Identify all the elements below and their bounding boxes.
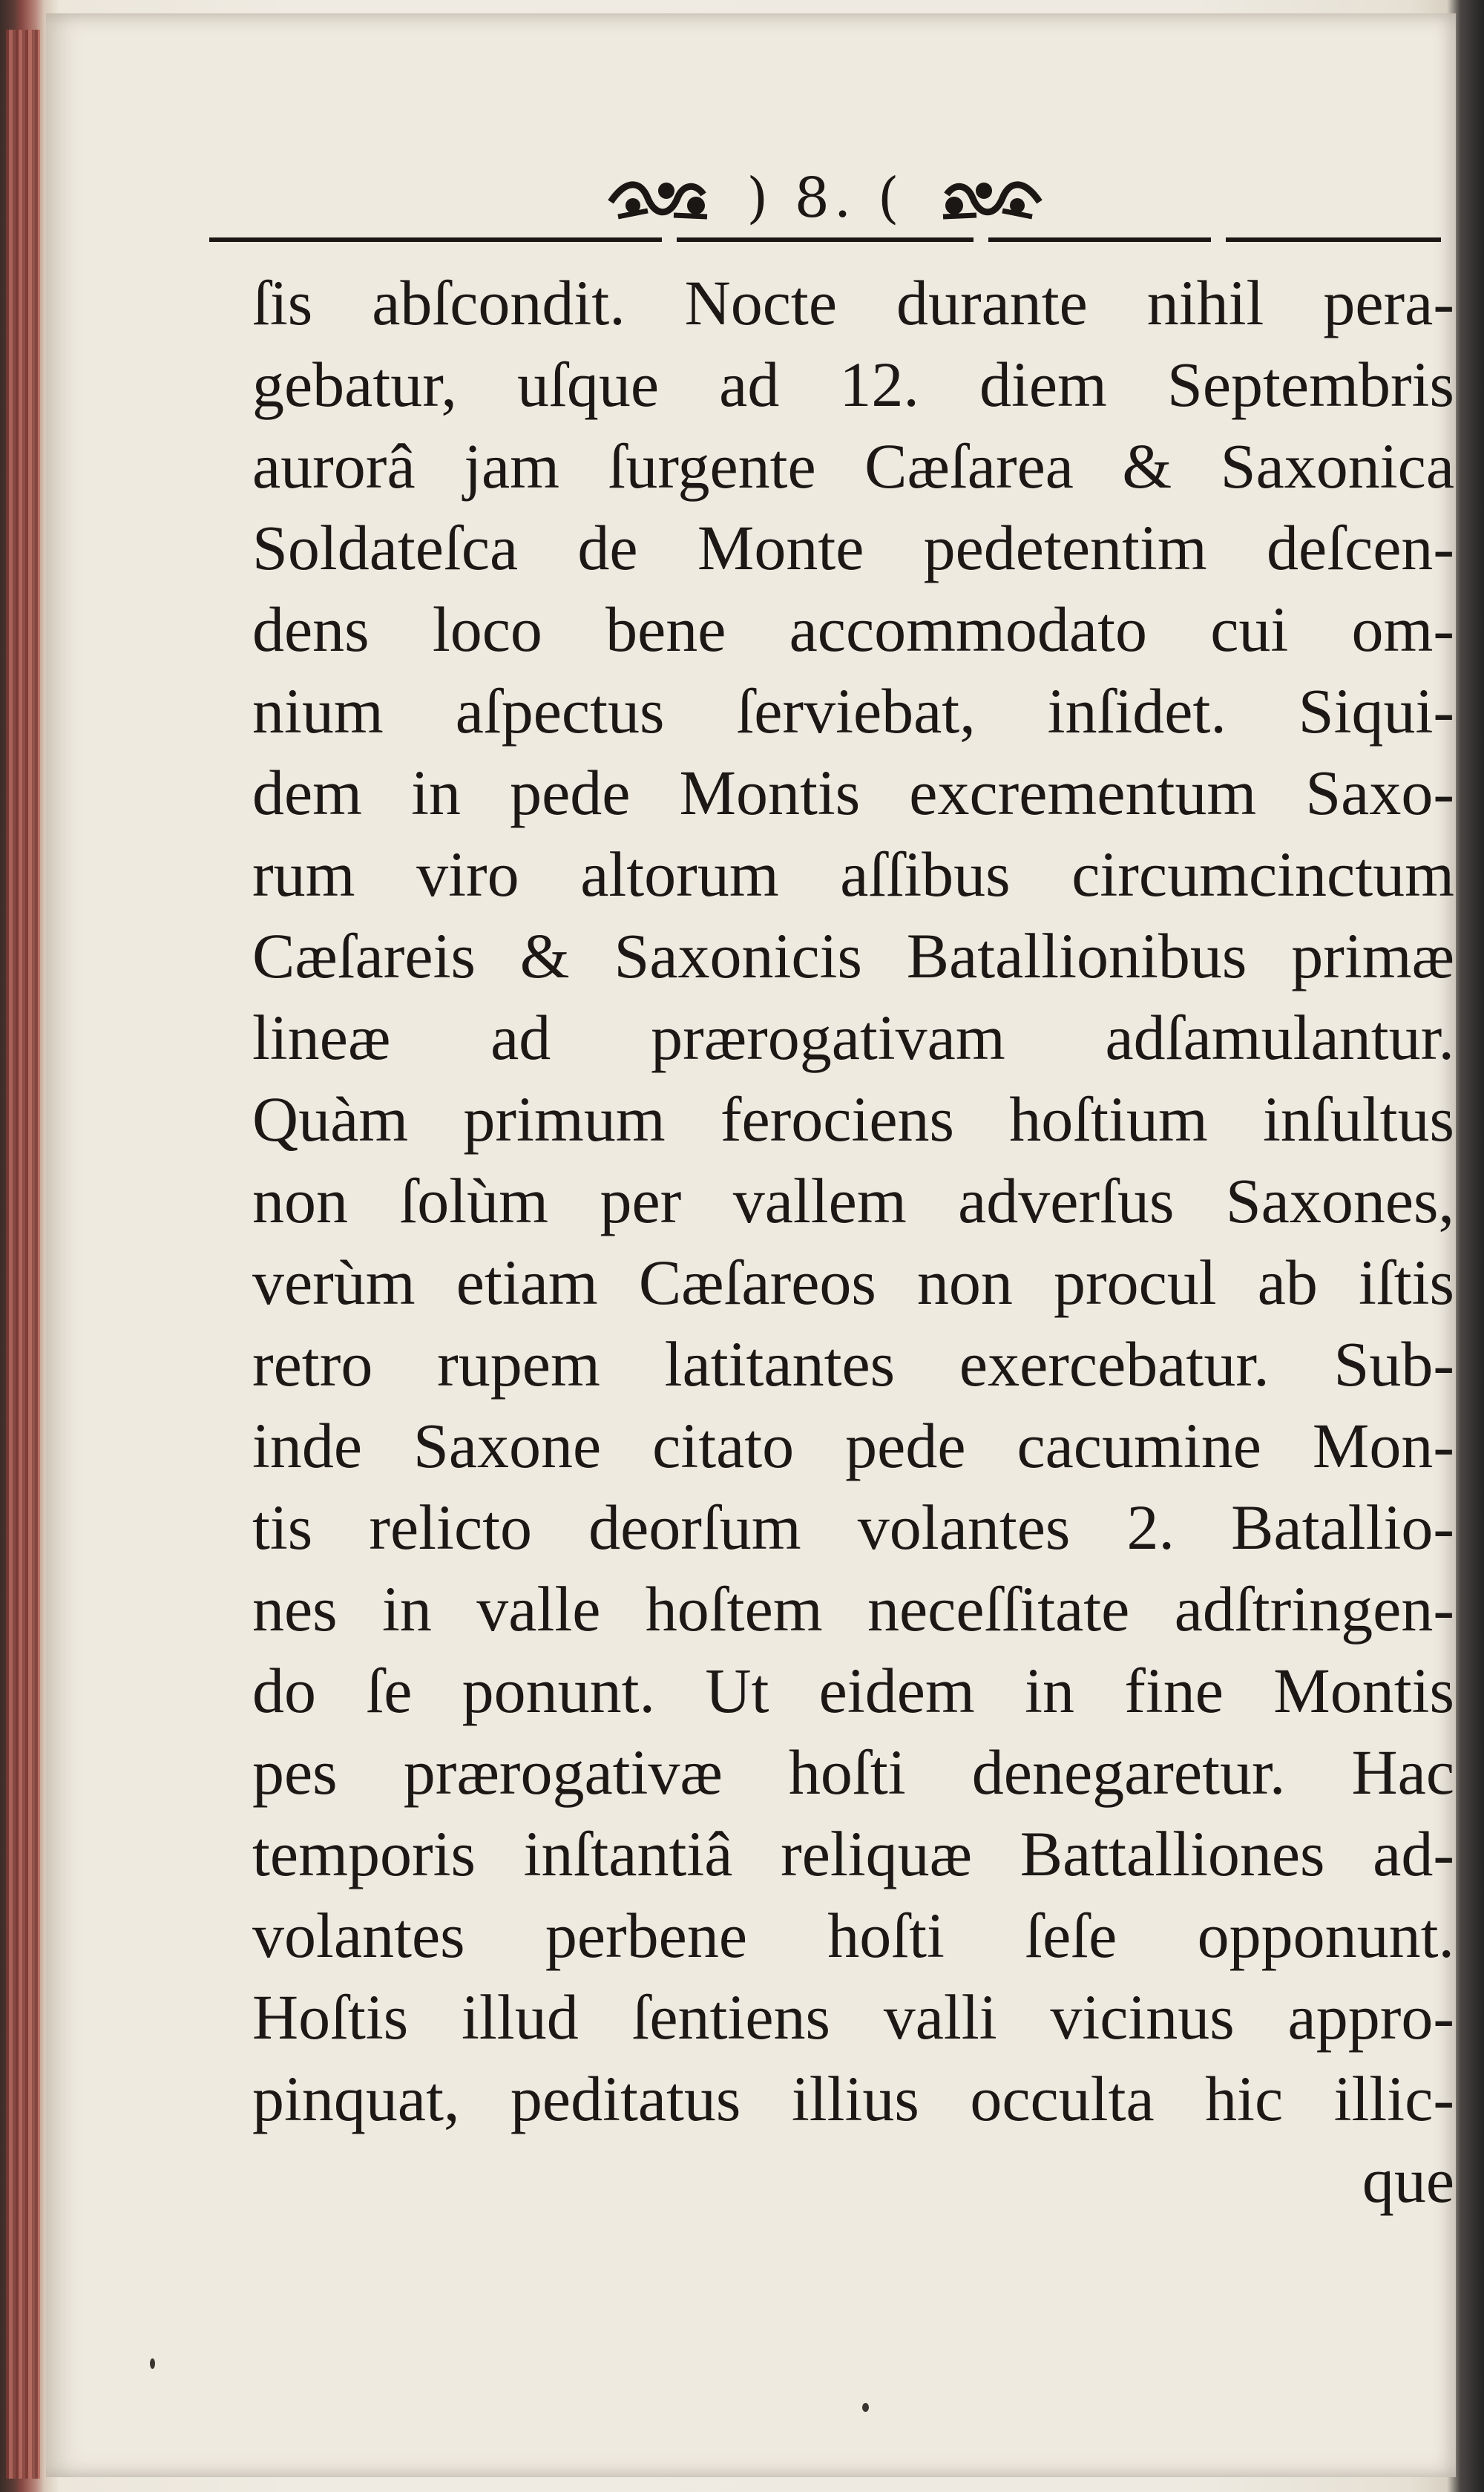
- body-text: [252, 262, 1454, 2221]
- right-fleuron-icon: [936, 165, 1047, 232]
- text-line: temporis inſtantiâ reliquæ Battalliones ad-: [252, 1818, 1454, 1889]
- ink-speck: [150, 2358, 155, 2369]
- text-line: Cæſareis & Saxonicis Batallionibus primæ: [252, 920, 1454, 991]
- text-line: ſis abſcondit. Nocte durante nihil pera-: [252, 267, 1454, 338]
- text-line: gebatur, uſque ad 12. diem Septembris: [252, 349, 1454, 420]
- text-line: Soldateſca de Monte pedetentim deſcen-: [252, 512, 1454, 583]
- text-line: retro rupem latitantes exercebatur. Sub-: [252, 1328, 1454, 1400]
- text-line: volantes perbene hoſti ſeſe opponunt.: [252, 1900, 1454, 1971]
- text-line: lineæ ad prærogativam adſamulantur.: [252, 1002, 1454, 1073]
- header-line: [209, 162, 1441, 232]
- text-line: aurorâ jam ſurgente Cæſarea & Saxonica: [252, 430, 1454, 502]
- text-line: non ſolùm per vallem adverſus Saxones,: [252, 1165, 1454, 1236]
- text-line: tis relicto deorſum volantes 2. Batallio-: [252, 1492, 1454, 1563]
- text-line: pes prærogativæ hoſti denegaretur. Hac: [252, 1737, 1454, 1808]
- catchword: que: [1362, 2145, 1454, 2216]
- text-line: dem in pede Montis excrementum Saxo-: [252, 757, 1454, 828]
- book-page: [46, 13, 1456, 2477]
- text-line: dens loco bene accommodato cui om-: [252, 594, 1454, 665]
- text-line: Hoſtis illud ſentiens valli vicinus appro-: [252, 1981, 1454, 2053]
- text-line: nes in valle hoſtem neceſſitate adſtringen-: [252, 1573, 1454, 1645]
- text-line: rum viro altorum aſſibus circumcinctum: [252, 839, 1454, 910]
- text-line: Quàm primum ferociens hoſtium inſultus: [252, 1083, 1454, 1155]
- ink-speck: [862, 2403, 869, 2412]
- text-line: nium aſpectus ſerviebat, inſidet. Siqui-: [252, 675, 1454, 747]
- text-line: pinquat, peditatus illius occulta hic illic-: [252, 2063, 1454, 2134]
- header-rule: [209, 237, 1441, 243]
- page-number: ) 8. (: [746, 165, 904, 230]
- running-header: [209, 154, 1441, 251]
- left-fleuron-icon: [603, 165, 715, 232]
- red-page-edges: [6, 30, 40, 2479]
- text-line: inde Saxone citato pede cacumine Mon-: [252, 1410, 1454, 1481]
- text-line: verùm etiam Cæſareos non procul ab iſtis: [252, 1247, 1454, 1318]
- text-line: do ſe ponunt. Ut eidem in fine Montis: [252, 1655, 1454, 1726]
